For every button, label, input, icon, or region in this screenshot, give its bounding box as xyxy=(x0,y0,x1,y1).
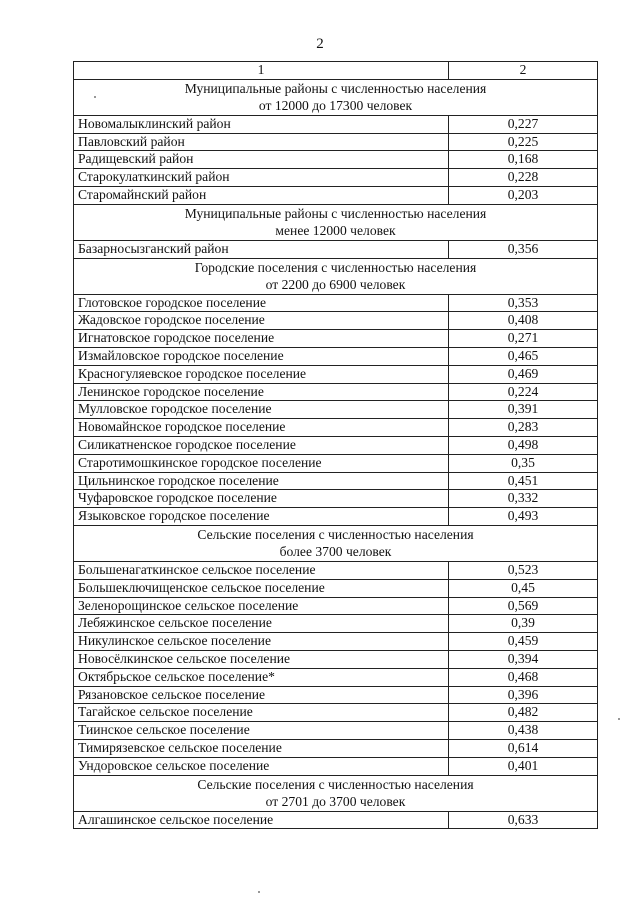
municipality-name: Алгашинское сельское поселение xyxy=(74,811,449,829)
coefficient-value: 0,459 xyxy=(449,633,598,651)
coefficient-value: 0,394 xyxy=(449,650,598,668)
table-row xyxy=(74,240,598,258)
municipality-name: Радищевский район xyxy=(74,151,449,169)
coefficient-value: 0,614 xyxy=(449,739,598,757)
coefficient-value: 0,523 xyxy=(449,561,598,579)
table-body xyxy=(74,62,598,829)
section-title xyxy=(74,204,598,240)
coefficient-value: 0,469 xyxy=(449,365,598,383)
section-title-line: Сельские поселения с численностью населения xyxy=(197,526,474,542)
coefficient-value: 0,438 xyxy=(449,722,598,740)
table-row xyxy=(74,312,598,330)
table-row xyxy=(74,650,598,668)
municipality-name: Старокулаткинский район xyxy=(74,169,449,187)
section-title-line: Сельские поселения с численностью населения xyxy=(197,776,474,792)
municipality-name: Октябрьское сельское поселение* xyxy=(74,668,449,686)
scan-speck xyxy=(258,891,260,893)
coefficient-value: 0,203 xyxy=(449,186,598,204)
municipality-name: Жадовское городское поселение xyxy=(74,312,449,330)
municipality-name: Новомайнское городское поселение xyxy=(74,419,449,437)
section-title-line: от 12000 до 17300 человек xyxy=(258,98,413,114)
municipality-name: Тагайское сельское поселение xyxy=(74,704,449,722)
table-row xyxy=(74,472,598,490)
municipality-name: Глотовское городское поселение xyxy=(74,294,449,312)
municipality-name: Базарносызганский район xyxy=(74,240,449,258)
table-row xyxy=(74,115,598,133)
coefficient-value: 0,356 xyxy=(449,240,598,258)
table-row xyxy=(74,347,598,365)
section-title xyxy=(74,525,598,561)
coefficient-value: 0,465 xyxy=(449,347,598,365)
municipality-name: Цильнинское городское поселение xyxy=(74,472,449,490)
coefficient-value: 0,468 xyxy=(449,668,598,686)
column-header-row xyxy=(74,62,598,80)
coefficient-value: 0,271 xyxy=(449,330,598,348)
municipality-name: Ленинское городское поселение xyxy=(74,383,449,401)
section-title-line: Муниципальные районы с численностью населения xyxy=(184,205,487,221)
coefficient-value: 0,45 xyxy=(449,579,598,597)
table-row xyxy=(74,151,598,169)
scan-speck xyxy=(94,96,96,98)
municipality-name: Языковское городское поселение xyxy=(74,508,449,526)
municipality-name: Павловский район xyxy=(74,133,449,151)
section-header-row xyxy=(74,775,598,811)
municipality-name: Новомалыклинский район xyxy=(74,115,449,133)
section-title xyxy=(74,258,598,294)
table-row xyxy=(74,365,598,383)
table-row xyxy=(74,704,598,722)
table-row xyxy=(74,508,598,526)
coefficient-value: 0,569 xyxy=(449,597,598,615)
coefficient-value: 0,332 xyxy=(449,490,598,508)
municipality-name: Новосёлкинское сельское поселение xyxy=(74,650,449,668)
section-title xyxy=(74,79,598,115)
section-header-row xyxy=(74,258,598,294)
coefficient-value: 0,493 xyxy=(449,508,598,526)
table-row xyxy=(74,757,598,775)
coefficient-value: 0,39 xyxy=(449,615,598,633)
table-row xyxy=(74,597,598,615)
municipality-name: Большенагаткинское сельское поселение xyxy=(74,561,449,579)
page-number: 2 xyxy=(316,36,324,52)
table-row xyxy=(74,169,598,187)
coefficient-value: 0,451 xyxy=(449,472,598,490)
table-row xyxy=(74,294,598,312)
coefficient-value: 0,396 xyxy=(449,686,598,704)
municipality-name: Ундоровское сельское поселение xyxy=(74,757,449,775)
municipality-name: Измайловское городское поселение xyxy=(74,347,449,365)
table-row xyxy=(74,739,598,757)
coefficient-value: 0,35 xyxy=(449,454,598,472)
section-header-row xyxy=(74,525,598,561)
municipality-name: Зеленорощинское сельское поселение xyxy=(74,597,449,615)
table-row xyxy=(74,383,598,401)
table-row xyxy=(74,186,598,204)
table-row xyxy=(74,686,598,704)
municipality-name: Старотимошкинское городское поселение xyxy=(74,454,449,472)
column-header-2: 2 xyxy=(449,62,598,80)
table-row xyxy=(74,419,598,437)
coefficient-value: 0,353 xyxy=(449,294,598,312)
coefficient-value: 0,224 xyxy=(449,383,598,401)
municipality-name: Красногуляевское городское поселение xyxy=(74,365,449,383)
table-row xyxy=(74,490,598,508)
table-row xyxy=(74,579,598,597)
municipality-name: Чуфаровское городское поселение xyxy=(74,490,449,508)
table-row xyxy=(74,722,598,740)
municipality-name: Тиинское сельское поселение xyxy=(74,722,449,740)
section-title xyxy=(74,775,598,811)
section-title-line: Городские поселения с численностью населения xyxy=(194,259,477,275)
municipality-name: Большеключищенское сельское поселение xyxy=(74,579,449,597)
municipality-name: Рязановское сельское поселение xyxy=(74,686,449,704)
section-header-row xyxy=(74,204,598,240)
section-title-line: менее 12000 человек xyxy=(275,223,396,239)
table-row xyxy=(74,668,598,686)
coefficient-value: 0,227 xyxy=(449,115,598,133)
section-title-line: от 2200 до 6900 человек xyxy=(265,277,406,293)
column-header-1: 1 xyxy=(74,62,449,80)
municipality-name: Никулинское сельское поселение xyxy=(74,633,449,651)
table-row xyxy=(74,436,598,454)
coefficient-value: 0,633 xyxy=(449,811,598,829)
table-row xyxy=(74,615,598,633)
municipality-name: Тимирязевское сельское поселение xyxy=(74,739,449,757)
section-title-line: более 3700 человек xyxy=(279,544,392,560)
municipality-name: Старомайнский район xyxy=(74,186,449,204)
coefficient-value: 0,391 xyxy=(449,401,598,419)
table-row xyxy=(74,330,598,348)
municipality-name: Лебяжинское сельское поселение xyxy=(74,615,449,633)
coefficient-value: 0,408 xyxy=(449,312,598,330)
coefficients-table xyxy=(73,61,598,829)
municipality-name: Игнатовское городское поселение xyxy=(74,330,449,348)
table-row xyxy=(74,454,598,472)
table-row xyxy=(74,811,598,829)
table-row xyxy=(74,401,598,419)
municipality-name: Мулловское городское поселение xyxy=(74,401,449,419)
section-header-row xyxy=(74,79,598,115)
coefficient-value: 0,283 xyxy=(449,419,598,437)
coefficient-value: 0,401 xyxy=(449,757,598,775)
table-row xyxy=(74,133,598,151)
section-title-line: Муниципальные районы с численностью населения xyxy=(184,80,487,96)
table-row xyxy=(74,561,598,579)
coefficient-value: 0,168 xyxy=(449,151,598,169)
scan-speck xyxy=(618,718,620,720)
section-title-line: от 2701 до 3700 человек xyxy=(265,794,406,809)
coefficient-value: 0,228 xyxy=(449,169,598,187)
municipality-name: Силикатненское городское поселение xyxy=(74,436,449,454)
coefficient-value: 0,482 xyxy=(449,704,598,722)
coefficient-value: 0,498 xyxy=(449,436,598,454)
table-row xyxy=(74,633,598,651)
coefficient-value: 0,225 xyxy=(449,133,598,151)
